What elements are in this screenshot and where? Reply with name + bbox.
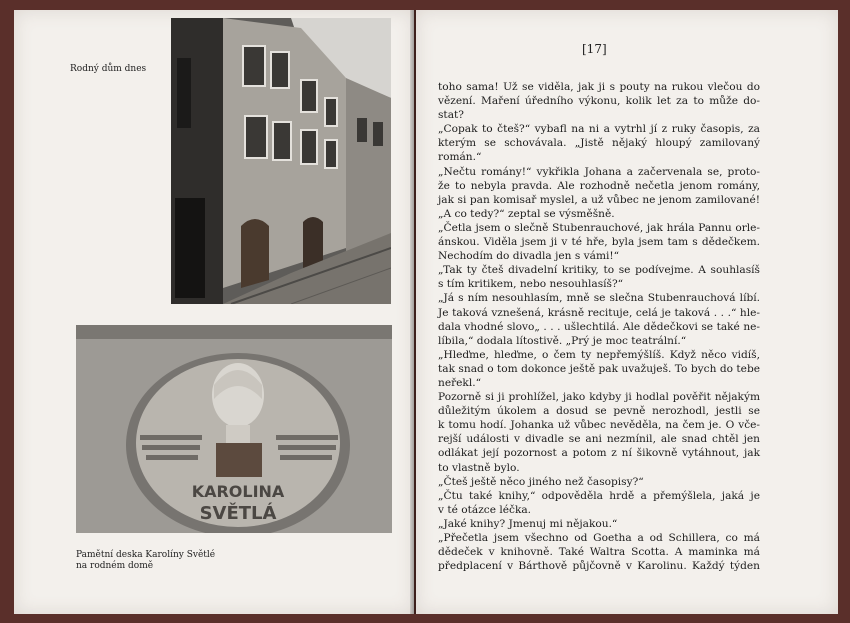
plaque-illustration: [76, 325, 392, 533]
left-page: [14, 10, 414, 614]
text-line: kterým se schovávala. „Jistě nějaký hloupý zamilovaný: [438, 137, 760, 150]
text-line: „Hleďme, hleďme, o čem ty nepřemýšlíš. Když něco vidíš,: [438, 348, 760, 361]
text-line: v té otázce léčka.: [438, 503, 532, 516]
text-line: stat?: [438, 109, 464, 122]
text-line: to vlastně bylo.: [438, 461, 520, 474]
plaque-name-last: SVĚTLÁ: [199, 503, 277, 524]
text-line: toho sama! Už se viděla, jak ji s pouty na rukou vlečou do: [438, 81, 760, 93]
text-line: „Já s ním nesouhlasím, mně se slečna Stubenrauchová líbí.: [438, 292, 760, 305]
text-line: vězení. Maření úředního výkonu, kolik let za to může do-: [438, 95, 760, 108]
house-illustration: [171, 18, 391, 304]
text-line: „Čtu také knihy,“ odpověděla hrdě a přemýšlela, jaká je: [438, 489, 760, 502]
text-line: tak snad o tom dokonce ještě pak uvažuješ. To bych do tebe: [438, 362, 760, 375]
text-line: „Četla jsem o slečně Stubenrauchové, jak hrála Pannu orle-: [438, 221, 760, 234]
photo-memorial-plaque: [76, 325, 392, 533]
text-line: „Nečtu romány!“ vykřikla Johana a začervenala se, proto-: [438, 165, 760, 178]
text-line: „A co tedy?“ zeptal se výsměšně.: [438, 207, 615, 220]
text-line: k tomu hodí. Johanka už vůbec nevěděla, na čem je. O vče-: [438, 419, 760, 432]
text-line: Je taková vznešená, krásně recituje, celá je taková . . .“ hle-: [438, 306, 760, 319]
text-line: „Čteš ještě něco jiného než časopisy?“: [438, 475, 644, 488]
text-line: líbila,“ dodala lítostivě. „Prý je moc teatrální.“: [438, 334, 687, 347]
page-number: [17]: [582, 42, 607, 56]
text-line: Nechodím do divadla jen s vámi!“: [438, 250, 620, 263]
caption-birth-house: Rodný dům dnes: [70, 64, 147, 74]
text-line: „Tak ty čteš divadelní kritiky, to se podívejme. A souhlasíš: [438, 264, 760, 277]
text-line: neřekl.“: [438, 376, 482, 389]
body-text: [438, 80, 760, 573]
right-page: [416, 10, 838, 614]
caption-memorial-plaque: Pamětní deska Karolíny Světlé na rodném domě: [76, 550, 216, 571]
text-line: předplacení v Bárthově půjčovně v Karolinu. Každý týden: [438, 560, 760, 573]
text-line: dědeček v knihovně. Také Waltra Scotta. A maminka má: [438, 546, 760, 559]
plaque-name-first: KAROLINA: [191, 482, 285, 501]
text-line: jak si pan komisař myslel, a už vůbec ne jenom zamilované!: [438, 193, 760, 206]
text-line: že to nebyla pravda. Ale rozhodně nečetla jenom romány,: [438, 179, 760, 192]
photo-birth-house: [171, 18, 391, 304]
text-line: román.“: [438, 151, 482, 164]
text-line: Pozorně si ji prohlížel, jako kdyby ji hodlal pověřit nějakým: [438, 391, 760, 404]
text-line: s tím kritikem, nebo nesouhlasíš?“: [438, 278, 624, 291]
text-line: rejší události v divadle se ani nezmínil, ale snad chtěl jen: [438, 433, 760, 446]
text-line: „Copak to čteš?“ vybafl na ni a vytrhl jí z ruky časopis, za: [438, 123, 760, 136]
text-line: důležitým úkolem a dosud se pevně nerozhodl, jestli se: [438, 405, 760, 418]
text-line: ánskou. Viděla jsem ji v té hře, byla jsem tam s dědečkem.: [438, 236, 760, 249]
text-line: „Přečetla jsem všechno od Goetha a od Schillera, co má: [438, 532, 760, 544]
text-line: dala vhodné slovo„ . . . ušlechtilá. Ale dědečkovi se také ne-: [438, 320, 760, 333]
text-line: „Jaké knihy? Jmenuj mi nějakou.“: [438, 517, 618, 530]
text-line: odlákat její pozornost a potom z ní šikovně vytáhnout, jak: [438, 447, 760, 460]
